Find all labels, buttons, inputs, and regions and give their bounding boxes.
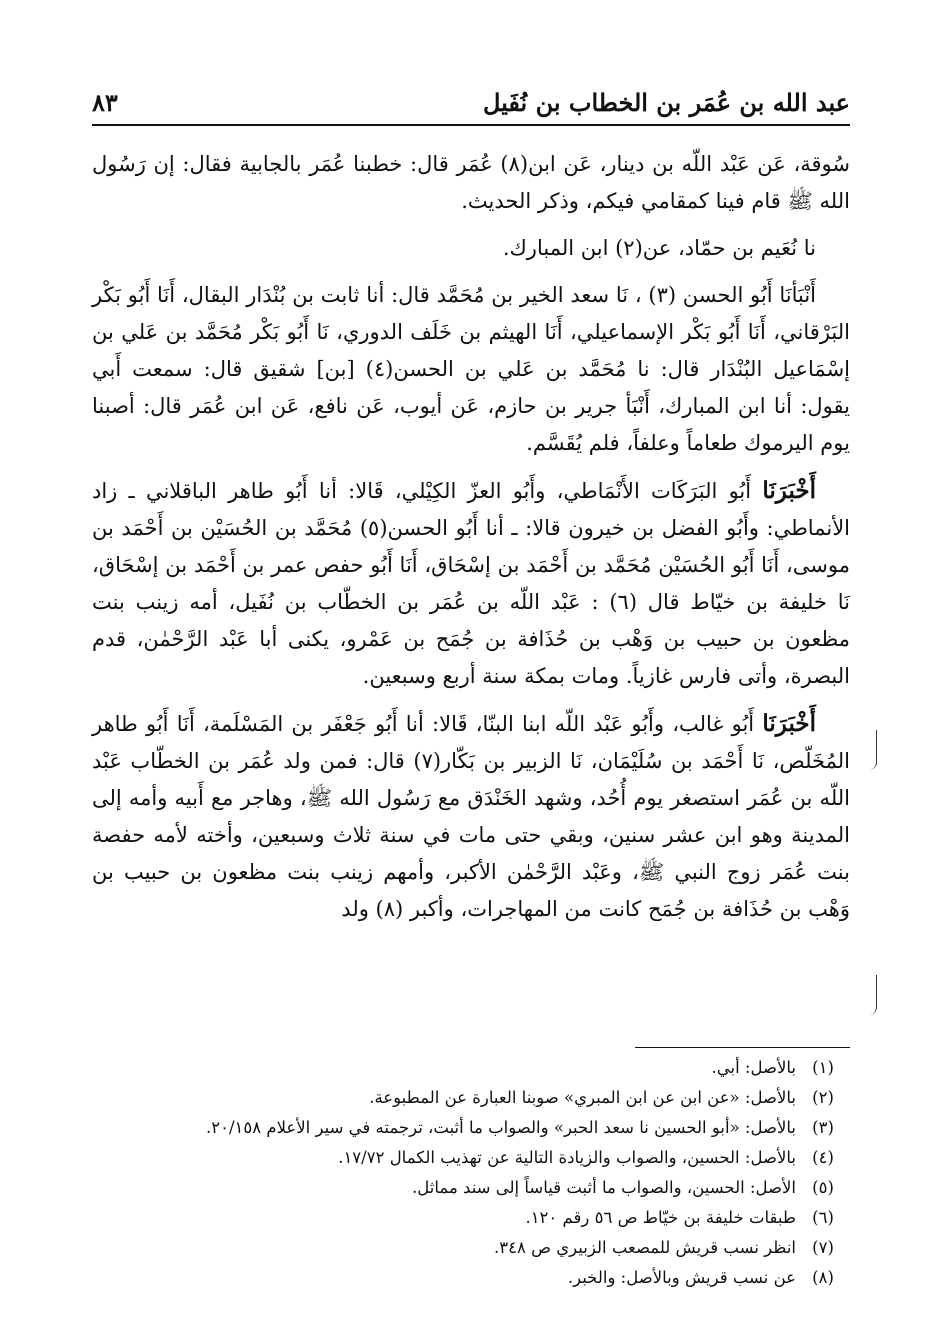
footnote-text: طبقات خليفة بن خيّاط ص ٥٦ رقم ١٢٠. (525, 1208, 796, 1227)
footnote-text: بالأصل: «أبو الحسين نا سعد الحبر» والصواب ما أثبت، ترجمته في سير الأعلام ٢٠/١٥٨. (205, 1118, 796, 1137)
footnote-number: (٦) (812, 1208, 834, 1227)
footnote-text: عن نسب قريش وبالأصل: والخبر. (567, 1268, 796, 1287)
footnote-number: (٨) (812, 1268, 834, 1287)
margin-mark (862, 975, 877, 1015)
footnote-text: انظر نسب قريش للمصعب الزبيري ص ٣٤٨. (493, 1238, 796, 1257)
footnote-number: (١) (812, 1058, 834, 1077)
footnote-number: (٤) (812, 1148, 834, 1167)
paragraph-lead: أَخْبَرَنَا (762, 477, 816, 504)
footnote (92, 1083, 850, 1113)
paragraph (92, 277, 850, 462)
footnote (92, 1233, 850, 1263)
paragraph-text: أَبُو غالب، وأَبُو عَبْد اللّه ابنا البنّا، قَالا: أنا أَبُو جَعْفَر بن المَسْلَمة، أَنَا أَبُو طاهر المُخَلّص، نَا أَحْمَد بن سُلَيْمَان، نَا الزبير بن بَكّار(٧) قال: فمن ولد عُمَر بن الخطّاب عَبْد اللّه بن عُمَر استصغر يوم أُحُد، وشهد الخَنْدَق مع رَسُول الله ﷺ، وهاجر مع أَبيه وأمه إلى المدينة وهو ابن عشر سنين، وبقي حتى مات في سنة ثلاث وسبعين، وأخته لأمه حفصة بنت عُمَر زوج النبي ﷺ، وعَبْد الرَّحْمٰن الأكبر، وأمهم زينب بنت مظعون بن حبيب بن وَهْب بن حُذَافة بن جُمَح كانت من المهاجرات، وأكبر (٨) ولد (92, 712, 850, 921)
main-text (92, 146, 850, 938)
footnote-number: (٧) (812, 1238, 834, 1257)
page-number: ٨٣ (92, 88, 118, 117)
running-header (92, 86, 850, 122)
footnote-text: بالأصل: أبي. (711, 1058, 796, 1077)
footnote-number: (٣) (812, 1118, 834, 1137)
paragraph (92, 230, 850, 267)
paragraph (92, 146, 850, 220)
footnote-text: بالأصل: «عن ابن عن ابن المبري» صوبنا العبارة عن المطبوعة. (369, 1088, 796, 1107)
footnote-text: بالأصل: الحسين، والصواب والزيادة التالية عن تهذيب الكمال ١٧/٧٢. (338, 1148, 796, 1167)
footnote (92, 1143, 850, 1173)
paragraph-text: أَنْبَأنَا أَبُو الحسن (٣) ، نَا سعد الخير بن مُحَمَّد قال: أنا ثابت بن بُنْدَار البقال، أَنَا أَبُو بَكْر البَرْقاني، أَنَا أَبُو بَكْر الإسماعيلي، أَنَا الهيثم بن خَلَف الدوري، نَا أَبُو بَكْر مُحَمَّد بن عَلي بن إسْمَاعيل البُنْدَار قال: نا مُحَمَّد بن عَلي بن الحسن(٤) [بن] شقيق قال: سمعت أَبي يقول: أنا ابن المبارك، أَنْبَأ جرير بن حازم، عَن أيوب، عَن نافع، عَن ابن عُمَر قال: أصبنا يوم اليرموك طعاماً وعلفاً، فلم يُقَسَّم. (92, 283, 850, 455)
paragraph (92, 472, 850, 695)
footnote (92, 1113, 850, 1143)
paragraph-text: سُوقة، عَن عَبْد اللّه بن دينار، عَن ابن(٨) عُمَر قال: خطبنا عُمَر بالجابية فقال: إن رَسُول الله ﷺ قام فينا كمقامي فيكم، وذكر الحديث. (92, 152, 850, 213)
footnote-number: (٢) (812, 1088, 834, 1107)
paragraph-text: نا نُعَيم بن حمّاد، عن(٢) ابن المبارك. (502, 236, 816, 260)
paragraph-text: أَبُو البَرَكَات الأَنْمَاطي، وأَبُو العزّ الكِيْلي، قَالا: أنا أَبُو طاهر الباقلاني ـ زاد الأنماطي: وأَبُو الفضل بن خيرون قالا: ـ أنا أَبُو الحسن(٥) مُحَمَّد بن الحُسَيْن بن أَحْمَد بن موسى، أَنَا أَبُو الحُسَيْن مُحَمَّد بن أَحْمَد بن إسْحَاق، أَنَا أَبُو حفص عمر بن أَحْمَد بن إسْحَاق، نَا خليفة بن خيّاط قال (٦) : عَبْد اللّه بن عُمَر بن الخطّاب بن نُفَيل، أمه زينب بنت مظعون بن حبيب بن وَهْب بن حُذَافة بن جُمَح بن عَمْرو، يكنى أبا عَبْد الرَّحْمٰن، قدم البصرة، وأتى فارس غازياً. ومات بمكة سنة أربع وسبعين. (92, 479, 851, 688)
footnote (92, 1263, 850, 1293)
paragraph (92, 705, 850, 928)
paragraph-lead: أَخْبَرَنَا (762, 710, 816, 737)
footnotes (92, 1053, 850, 1293)
margin-mark (862, 730, 877, 770)
footnote (92, 1173, 850, 1203)
footnote-number: (٥) (812, 1178, 834, 1197)
header-rule (92, 124, 850, 126)
footnote (92, 1203, 850, 1233)
footnote-rule (635, 1047, 850, 1048)
footnote-text: الأصل: الحسين، والصواب ما أثبت قياساً إلى سند مماثل. (412, 1178, 796, 1197)
header-title: عبد الله بن عُمَر بن الخطاب بن نُفَيل (482, 88, 850, 117)
footnote (92, 1053, 850, 1083)
